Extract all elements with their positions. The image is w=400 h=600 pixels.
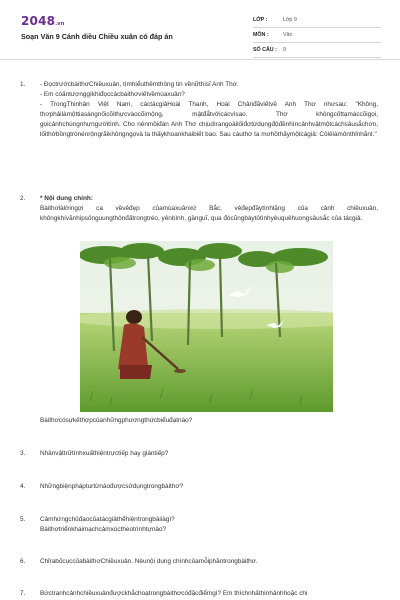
question-line: Bàithơcósựkếthợpcủanhữngphươngthứcbiểuđạtnào? <box>40 417 193 424</box>
question-7 <box>20 589 380 599</box>
meta-row-class <box>253 13 381 28</box>
logo-text: 2048 <box>21 14 56 28</box>
question-number: 3. <box>20 450 26 457</box>
meta-row-subject <box>253 28 381 43</box>
section-heading: * Nội dung chính: <box>40 195 93 202</box>
question-line: ChỉrabốcụccủabàithơChiềuxuân. Nêunội dung chínhcủamỗiphầntrongbàithơ. <box>40 558 258 565</box>
question-line: Cảmhứngchủđạocủatácgiảthểhiệntrongbàilàgì? <box>40 516 175 523</box>
meta-label: MÔN : <box>253 32 269 38</box>
question-number: 2. <box>20 195 26 202</box>
question-number: 7. <box>20 590 26 597</box>
question-line: Bàithơlàlờingợi ca vềvẻđẹp củamùaxuânxứ Bắc, vẻđẹpđầytìnhlặng của cảnh chiềuxuân, khôngkhívănhipsônguungthônđấtrongtréo, yênbình, gầnguĩ, qua đócũngbàytỏtìnhyêuquêhuongsâusắc của tácgiả. <box>40 205 378 222</box>
question-3 <box>20 449 380 459</box>
meta-label: SỐ CÂU : <box>253 47 277 53</box>
question-5 <box>20 515 380 535</box>
question-line: - Em cóấntượnggìkhiđọccácbàithơviếtvềmùaxuân? <box>40 91 185 98</box>
meta-value: 9 <box>283 47 286 53</box>
question-line: Nhânvậttrữtìnhxuấthiệntrựctiếp hay giántiếp? <box>40 450 169 457</box>
question-quote: - TrongThinhân Việt Nam, cáctácgiảHoài Thanh, Hoài Chânđãviếtvề Anh Thơ nhưsau: "Không, thơphảilàmộttiasángnốicõithựcvàocõimộng, mậtđắtvớicácvìsao. Thơ khôngcốttạmáccõigọi, gọicảnhchúngnhưngườitình. Cho nênmồiđàn Anh Thơ chịudìrangoàilốiđơtừdụngđộđềnhìncảnhvậtmộtcáchsâusắchơn, lốithờbồngtrònénrộngrãikhôngngọvà ta thấykhoankhaibiết bao. Sau cáuthơ ta mơhồthấymộtcágiả: CôlêlàmônthỉnhãnI." <box>40 101 378 138</box>
meta-label: LỚP : <box>253 17 268 23</box>
site-logo[interactable] <box>21 14 65 28</box>
illustration-image <box>80 241 333 412</box>
meta-table <box>253 13 381 58</box>
question-1 <box>20 80 380 140</box>
question-line: Nhữngbiệnphápturtừnàođượcsửdụngtrongbàithơ? <box>40 483 184 490</box>
question-line: - ĐọctrướcbàithơChiềuxuân, tìmhiểuthêmthông tin vềnữthisĩ Anh Thơ. <box>40 81 239 88</box>
meta-value: Văn <box>283 32 293 38</box>
spring-field-illustration <box>80 241 333 412</box>
question-2-follow <box>20 416 380 426</box>
question-line: Bứctranhcảnhchiềuxuânđượckhắchoạtrongbàithơcóđặcđiểmgì? Em thíchnhấthìnhảnhhoặc chi <box>40 590 308 597</box>
question-4 <box>20 482 380 492</box>
question-number: 5. <box>20 516 26 523</box>
question-number: 4. <box>20 483 26 490</box>
question-number: 1. <box>20 81 26 88</box>
question-number: 6. <box>20 558 26 565</box>
logo-tld: .vn <box>55 21 65 27</box>
document-title: Soạn Văn 9 Cánh diều Chiều xuân có đáp án <box>21 32 173 41</box>
question-line: Bàithơtriểnkhaimạchcảmxúctheotrìnhtựnào? <box>40 526 167 533</box>
meta-row-count <box>253 43 381 58</box>
page-header <box>0 0 400 60</box>
meta-value: Lớp 9 <box>283 17 297 23</box>
question-6 <box>20 557 380 567</box>
question-2 <box>20 194 380 224</box>
